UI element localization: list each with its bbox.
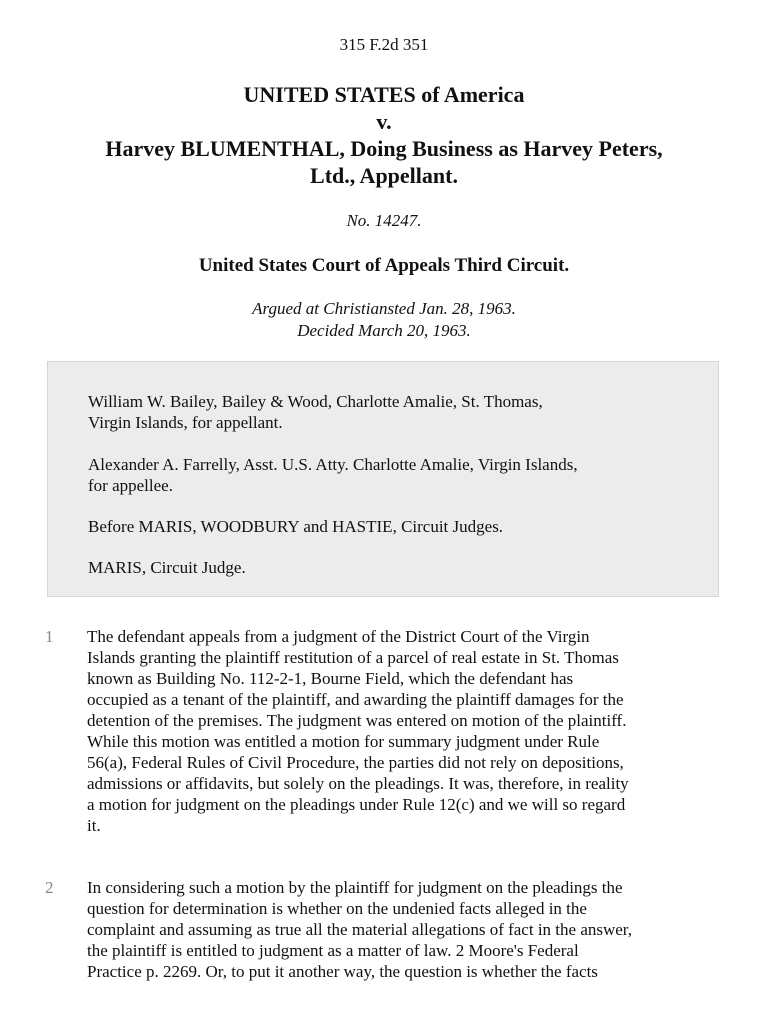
opinion-author: MARIS, Circuit Judge. bbox=[88, 558, 246, 577]
paragraph-line: a motion for judgment on the pleadings under Rule 12(c) and we will so regard bbox=[87, 795, 626, 814]
paragraph-line: While this motion was entitled a motion for summary judgment under Rule bbox=[87, 732, 600, 751]
appellant-counsel-line2: Virgin Islands, for appellant. bbox=[88, 413, 283, 432]
case-title-defendant: Harvey BLUMENTHAL, Doing Business as Harvey Peters, bbox=[105, 136, 663, 161]
paragraph-line: admissions or affidavits, but solely on the pleadings. It was, therefore, in reality bbox=[87, 774, 629, 793]
appellee-counsel-line2: for appellee. bbox=[88, 476, 173, 495]
paragraph-line: the plaintiff is entitled to judgment as a matter of law. 2 Moore's Federal bbox=[87, 941, 579, 960]
paragraph-line: occupied as a tenant of the plaintiff, and awarding the plaintiff damages for the bbox=[87, 690, 624, 709]
paragraph-line: question for determination is whether on the undenied facts alleged in the bbox=[87, 899, 587, 918]
paragraph-line: 56(a), Federal Rules of Civil Procedure, the parties did not rely on depositions, bbox=[87, 753, 624, 772]
paragraph-line: known as Building No. 112-2-1, Bourne Field, which the defendant has bbox=[87, 669, 574, 688]
paragraph-number: 2 bbox=[45, 878, 54, 897]
case-title bbox=[40, 81, 728, 189]
appellee-counsel bbox=[88, 454, 688, 496]
bench-line: Before MARIS, WOODBURY and HASTIE, Circuit Judges. bbox=[88, 517, 504, 536]
paragraph-line: it. bbox=[87, 816, 101, 835]
paragraph-line: complaint and assuming as true all the material allegations of fact in the answer, bbox=[87, 920, 633, 939]
appellee-counsel-line1: Alexander A. Farrelly, Asst. U.S. Atty. Charlotte Amalie, Virgin Islands, bbox=[88, 455, 578, 474]
paragraph-line: Islands granting the plaintiff restitution of a parcel of real estate in St. Thomas bbox=[87, 648, 619, 667]
decided-date: Decided March 20, 1963. bbox=[297, 321, 471, 340]
paragraph-line: Practice p. 2269. Or, to put it another way, the question is whether the facts bbox=[87, 962, 598, 981]
paragraph-text bbox=[87, 877, 727, 982]
case-title-versus: v. bbox=[376, 109, 392, 134]
paragraph-text bbox=[87, 626, 727, 836]
case-citation: 315 F.2d 351 bbox=[339, 35, 429, 54]
paragraph-line: In considering such a motion by the plaintiff for judgment on the pleadings the bbox=[87, 878, 623, 897]
appellant-counsel bbox=[88, 391, 688, 433]
counsel-panel bbox=[47, 361, 719, 597]
docket-number: No. 14247. bbox=[346, 211, 422, 230]
argued-date: Argued at Christiansted Jan. 28, 1963. bbox=[252, 299, 516, 318]
paragraph-number: 1 bbox=[45, 627, 54, 646]
case-title-plaintiff: UNITED STATES of America bbox=[243, 82, 525, 107]
court-name: United States Court of Appeals Third Circuit. bbox=[198, 255, 570, 276]
case-title-defendant-cont: Ltd., Appellant. bbox=[310, 163, 458, 188]
case-dates bbox=[0, 298, 768, 342]
paragraph-line: The defendant appeals from a judgment of the District Court of the Virgin bbox=[87, 627, 590, 646]
paragraph-line: detention of the premises. The judgment was entered on motion of the plaintiff. bbox=[87, 711, 627, 730]
appellant-counsel-line1: William W. Bailey, Bailey & Wood, Charlotte Amalie, St. Thomas, bbox=[88, 392, 543, 411]
